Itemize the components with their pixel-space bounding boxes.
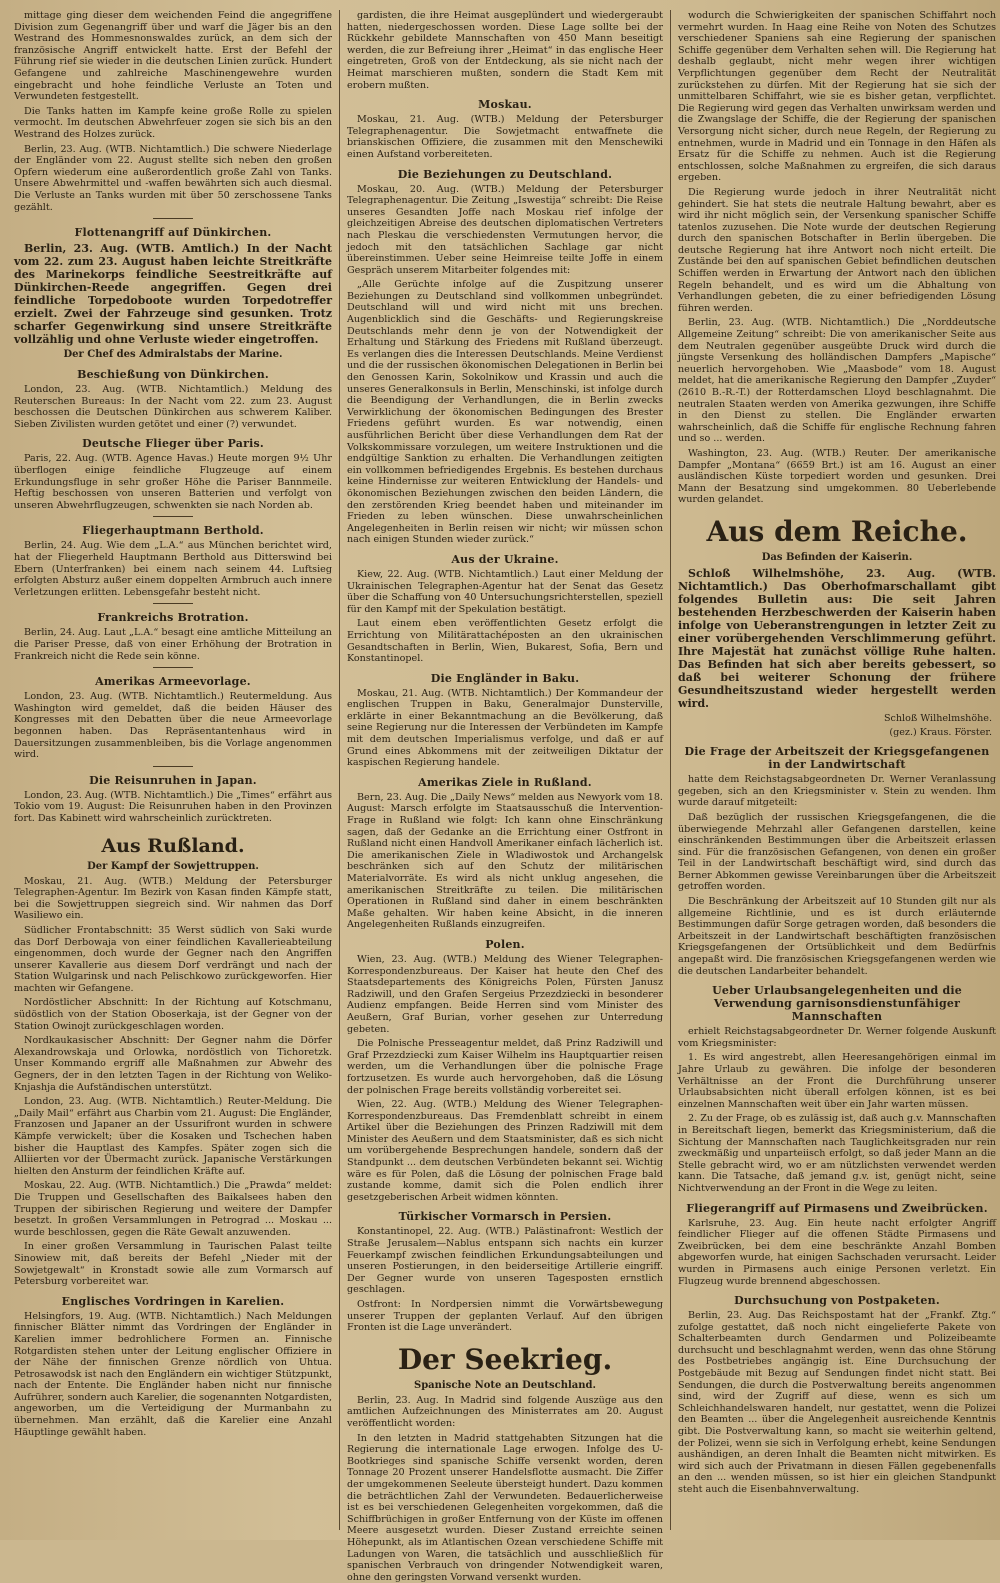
headline: Beschießung von Dünkirchen. (77, 368, 269, 382)
article-paragraph: Bern, 23. Aug. Die „Daily News“ melden aus Newyork vom 18. August: Marsch erfolgte im Staatsausschuß die Intervention-Frage in Rußland wie folgt: Ich kann ohne Einschränkung sagen, daß der Gedanke an die Errichtung einer Ostfront in Rußland nicht einen Handvoll Amerikaner einfach lächerlich ist. Die amerikanischen Ziele in Wladiwostok und Archangelsk beschränken sich auf den Schutz der militärischen Materialvorräte. Es wird als nicht unklug angesehen, die amerikanischen Streitkräfte zu teilen. Die militärischen Operationen in Rußland sind daher in einem beschränkten Maße gehalten. Wir haben keine Absicht, in die inneren Angelegenheiten Rußlands einzugreifen. (347, 791, 663, 931)
article-paragraph: Moskau, 21. Aug. (WTB. Nichtamtlich.) Der Kommandeur der englischen Truppen in Baku, Generalmajor Dunsterville, erklärte in einer Bekanntmachung an die Bevölkerung, daß seine Regierung nur die Interessen der Verbündeten im Kampfe mit dem deutschen Imperialismus verfolge, und daß er auf Grund eines Abkommens mit der zeitweiligen Diktatur der kaspischen Regierung handele. (347, 687, 663, 769)
article-paragraph: Berlin, 23. Aug. (WTB. Nichtamtlich.) Die „Norddeutsche Allgemeine Zeitung“ schreibt: Die von amerikanischer Seite aus dem Neutralen gegenüber ausgeübte Druck wird durch die jüngste Versenkung des holländischen Dampfers „Mapische“ neuerlich hervorgehoben. Wie „Maasbode“ vom 18. August meldet, hat die amerikanische Regierung den Dampfer „Zuyder“ (2610 B.-R.-T.) der Rotterdamschen Lloyd beschlagnahmt. Die neutralen Staaten werden von Amerika gezwungen, ihre Schiffe in den Dienst zu stellen. Die Engländer erwarten wahrscheinlich, daß die Schiffe für englische Rechnung fahren und so ... werden. (678, 317, 996, 445)
article-paragraph: Washington, 23. Aug. (WTB.) Reuter. Der amerikanische Dampfer „Montana“ (6659 Brt.) ist am 16. August an einer ausländischen Küste torpediert worden und gesunken. Drei Mann der Besatzung sind umgekommen. 80 Ueberlebende wurden gelandet. (678, 447, 996, 506)
divider (153, 667, 193, 668)
article-paragraph: 1. Es wird angestrebt, allen Heeresangehörigen einmal im Jahre Urlaub zu gewähren. Die infolge der besonderen Verhältnisse an der Front die Durchführung unserer Urlaubsabsichten nicht überall erfolgen können, ist es bei einzelnen Mannschaften weit über ein Jahr warten müssen. (678, 1052, 996, 1110)
article-paragraph: Karlsruhe, 23. Aug. Ein heute nacht erfolgter Angriff feindlicher Flieger auf die offenen Städte Pirmasens und Zweibrücken, bei dem eine beschränkte Anzahl Bomben abgeworfen wurde, hat einigen Sachschaden verursacht. Leider wurden in Pirmasens auch einige Personen verletzt. Ein Flugzeug wurde brennend abgeschossen. (678, 1217, 996, 1287)
divider (153, 603, 193, 604)
article-paragraph: Berlin, 23. Aug. Das Reichspostamt hat der „Frankf. Ztg.“ zufolge gestattet, daß noch nicht eingelieferte Pakete von Schalterbeamten durch Gendarmen und Polizeibeamte durchsucht und beschlagnahmt werden, wenn das ohne Störung des Postbetriebes angängig ist. Eine Durchsuchung der Postgebäude mit Bezug auf Sendungen findet nicht statt. Bei Sendungen, die durch die Postverwaltung bereits angenommen sind, wird der Zugriff auf diese, wenn es sich um Schleichhandelswaren handelt, nur gestattet, wenn die Polizei den Beamten ... über die Angelegenheit ausreichende Kenntnis gibt. Die Postverwaltung kann, so macht sie weiterhin geltend, der Polizei, wenn sie sich in Verfolgung erhebt, keine Sendungen aushändigen, an deren Inhalt die Beamten nicht mitwirken. Es wird sich auch der Privatmann in diesen Fällen gegebenenfalls an den ... wenden müssen, so ist hier ein gleichen Standpunkt steht auch die Eisenbahnverwaltung. (678, 1310, 996, 1495)
article-paragraph: Moskau, 21. Aug. (WTB.) Meldung der Petersburger Telegraphenagentur. Die Sowjetmacht entwaffnete die brianskischen Offiziere, die zusammen mit den Menschewiki einen Aufstand vorbereiteten. (347, 114, 663, 160)
headline: Amerikas Armeevorlage. (95, 675, 251, 689)
divider (153, 516, 193, 517)
article-paragraph: Moskau, 22. Aug. (WTB. Nichtamtlich.) Die „Prawda“ meldet: Die Truppen und Gesellschaften des Baikalsees haben den Truppen der sibirischen Regierung und weitere der Dampfer besetzt. In großen Versammlungen in Petrograd ... Moskau ... wurde beschlossen, gegen die Räte Gewalt anzuwenden. (14, 1180, 332, 1238)
article-paragraph: Die Polnische Presseagentur meldet, daß Prinz Radziwill und Graf Przezdziecki zum Kaiser Wilhelm ins Hauptquartier reisen werden, um die Verhandlungen über die polnische Frage fortzusetzen. Es wurde auch hervorgehoben, daß die Lösung der polnischen Frage bereits vollständig vorbereitet sei. (347, 1038, 663, 1096)
article-paragraph: London, 23. Aug. (WTB. Nichtamtlich.) Reutermeldung. Aus Washington wird gemeldet, daß die beiden Häuser des Kongresses mit den Debatten über die neue Armeevorlage begonnen haben. Das Repräsentantenhaus wird in Dauersitzungen zusammenbleiben, bis die Vorlage angenommen wird. (14, 691, 332, 761)
column-rule (339, 10, 340, 1530)
article-paragraph: London, 23. Aug. (WTB. Nichtamtlich.) Meldung des Reuterschen Bureaus: In der Nacht vom 22. zum 23. August beschossen die Deutschen Dünkirchen aus schwerem Kaliber. Sieben Zivilisten wurden getötet und einer (?) verwundet. (14, 384, 332, 430)
article-paragraph: Die Beschränkung der Arbeitszeit auf 10 Stunden gilt nur als allgemeine Richtlinie, und es ist durch erläuternde Bestimmungen dafür Sorge getragen worden, daß besonders die Arbeitszeit in der Landwirtschaft beschäftigten französischen Kriegsgefangenen der Ortsüblichkeit und dem Bedürfnis angepaßt wird. Die französischen Kriegsgefangenen werden wie die deutschen Landarbeiter behandelt. (678, 896, 996, 977)
article-paragraph: Laut einem eben veröffentlichten Gesetz erfolgt die Errichtung von Militärattachéposten an den ukrainischen Gesandtschaften in Berlin, Wien, Bukarest, Sofia, Bern und Konstantinopel. (347, 618, 663, 665)
column-3 (678, 10, 996, 1530)
divider (153, 218, 193, 219)
column-1 (14, 10, 332, 1530)
signature: (gez.) Kraus. Förster. (889, 726, 992, 738)
article-paragraph: Nordkaukasischer Abschnitt: Der Gegner nahm die Dörfer Alexandrowskaja und Orlowka, nordöstlich von Tichoretzk. Unser Kommando ergriff alle Maßnahmen zur Abwehr des Gegners, der in den letzten Tagen in der Richtung von Weliko-Knjashja die Aufständischen unterstützt. (14, 1035, 332, 1093)
article-paragraph: Daß bezüglich der russischen Kriegsgefangenen, die die überwiegende Mehrzahl aller Gefangenen darstellen, keine einschränkenden Bestimmungen über die Arbeitszeit erlassen sind. Für die französischen Gefangenen, von denen ein großer Teil in der Landwirtschaft beschäftigt wird, sind durch das Berner Abkommen gewisse Vereinbarungen über die Arbeitszeit getroffen worden. (678, 811, 996, 893)
article-paragraph: Nordöstlicher Abschnitt: In der Richtung auf Kotschmanu, südöstlich von der Station Oboserkaja, ist der Gegner von der Station Owinojt zurückgeschlagen worden. (14, 997, 332, 1032)
headline: Englisches Vordringen in Karelien. (61, 1294, 285, 1308)
article-paragraph: Wien, 22. Aug. (WTB.) Meldung des Wiener Telegraphen-Korrespondenzbureaus. Das Fremdenblatt schreibt in einem Artikel über die Beziehungen des Prinzen Radziwill mit dem Minister des Aeußern und dem Staatsminister, daß es sich nicht um vorübergehende Besprechungen handele, sondern daß der Standpunkt ... dem deutschen Verbündeten bekannt sei. Wichtig wäre es für Polen, daß die Lösung der polnischen Frage bald zustande komme, damit sich die Polen endlich ihrer gesetzgeberischen Arbeit widmen könnten. (347, 1099, 663, 1203)
article-paragraph: Berlin, 23. Aug. In Madrid sind folgende Auszüge aus den amtlichen Aufzeichnungen des Ministerrates am 20. August veröffentlicht worden: (347, 1394, 663, 1429)
headline: Aus der Ukraine. (451, 552, 559, 566)
article-paragraph: 2. Zu der Frage, ob es zulässig ist, daß auch g.v. Mannschaften in Bereitschaft liegen, bemerkt das Kriegsministerium, daß die Sichtung der Mannschaften nach Tauglichkeitsgraden nur rein zweckmäßig und unparteiisch erfolgt, so daß jeder Mann an die Stelle gebracht wird, wo er am nützlichsten verwendet werden kann. Die Tatsache, daß jemand g.v. ist, genügt nicht, seine Nichtverwendung an der Front in die Wege zu leiten. (678, 1113, 996, 1194)
subheadline: Der Kampf der Sowjettruppen. (87, 860, 259, 872)
article-paragraph: Berlin, 23. Aug. (WTB. Amtlich.) In der Nacht vom 22. zum 23. August haben leichte Streitkräfte des Marinekorps feindliche Seestreitkräfte auf Dünkirchen-Reede angegriffen. Gegen drei feindliche Torpedoboote wurden Torpedotreffer erzielt. Zwei der Fahrzeuge sind gesunken. Trotz scharfer Gegenwirkung sind unsere Streitkräfte vollzählig und ohne Verluste wieder eingetroffen. (14, 242, 332, 347)
headline: Polen. (485, 937, 525, 951)
article-paragraph: Helsingfors, 19. Aug. (WTB. Nichtamtlich.) Nach Meldungen finnischer Blätter nimmt das Vordringen der Engländer in Karelien immer bedrohlichere Formen an. Finnische Rotgardisten stehen unter der Leitung englischer Offiziere in der Nähe der finnischen Grenze nördlich von Uhtua. Petrosawodsk ist nach den Engländern ein wichtiger Stützpunkt, nach der Entente. Die Engländer haben nicht nur finnische Aufrührer, sondern auch Karelier, die sogenannten Notgardisten, angeworben, um die Verteidigung der Murmanbahn zu übernehmen. Man erzählt, daß die Karelier eine Anzahl Häuptlinge gewählt haben. (14, 1310, 332, 1438)
headline: Amerikas Ziele in Rußland. (418, 775, 592, 789)
headline: Türkischer Vormarsch in Persien. (398, 1210, 612, 1224)
headline: Die Beziehungen zu Deutschland. (397, 167, 613, 181)
article-paragraph: Berlin, 23. Aug. (WTB. Nichtamtlich.) Die schwere Niederlage der Engländer vom 22. August stellte sich neben den großen Opfern wiederum eine außerordentlich große Zahl von Tanks. Unsere Abwehrmittel und -waffen bewährten sich auch diesmal. Die Verluste an Tanks wurden mit über 50 zerschossene Tanks gezählt. (14, 143, 332, 213)
headline: Die Frage der Arbeitszeit der Kriegsgefangenen in der Landwirtschaft (684, 745, 990, 772)
article-paragraph: Schloß Wilhelmshöhe, 23. Aug. (WTB. Nichtamtlich.) Das Oberhofmarschallamt gibt folgendes Bulletin aus: Die seit Jahren bestehenden Herzbeschwerden der Kaiserin haben infolge von Ueberanstrengungen in letzter Zeit zu einer vorübergehenden Verschlimmerung geführt. Ihre Majestät hat zunächst völlige Ruhe halten. Das Befinden hat sich aber bereits gebessert, so daß bei weiterer Schonung der frühere Gesundheitszustand wieder hergestellt werden wird. (678, 566, 996, 710)
article-paragraph: Moskau, 21. Aug. (WTB.) Meldung der Petersburger Telegraphen-Agentur. Im Bezirk von Kasan finden Kämpfe statt, bei die Sowjettruppen siegreich sind. Wir nahmen das Dorf Wasiliewo ein. (14, 875, 332, 922)
headline: Frankreichs Brotration. (97, 611, 249, 625)
section-heading: Aus Rußland. (101, 834, 245, 857)
article-paragraph: Ostfront: In Nordpersien nimmt die Vorwärtsbewegung unserer Truppen der geplanten Verlauf. Auf den übrigen Fronten ist die Lage unverändert. (347, 1299, 663, 1334)
article-paragraph: Paris, 22. Aug. (WTB. Agence Havas.) Heute morgen 9½ Uhr überflogen einige feindliche Flugzeuge auf einem Erkundungsfluge in sehr großer Höhe die Pariser Bannmeile. Heftig beschossen von unseren Batterien und verfolgt von unseren Abwehrflugzeugen, schwenkten sie nach Norden ab. (14, 453, 332, 511)
article-paragraph: erhielt Reichstagsabgeordneter Dr. Werner folgende Auskunft vom Kriegsminister: (678, 1026, 996, 1049)
headline: Die Engländer in Baku. (430, 671, 580, 685)
article-paragraph: mittage ging dieser dem weichenden Feind die angegriffene Division zum Gegenangriff über und warf die Jäger bis an den Westrand des Hommesnonswaldes zurück, an dem sich der französische Angriff entwickelt hatte. Erst der Befehl der Führung rief sie wieder in die deutschen Linien zurück. Hundert Gefangene und zahlreiche Maschinengewehre wurden eingebracht und hohe feindliche Verluste an Toten und Verwundeten festgestellt. (14, 10, 332, 103)
signature-place: Schloß Wilhelmshöhe. (883, 712, 992, 724)
section-heading: Der Seekrieg. (397, 1342, 613, 1376)
section-heading: Aus dem Reiche. (706, 514, 968, 548)
article-paragraph: Kiew, 22. Aug. (WTB. Nichtamtlich.) Laut einer Meldung der Ukrainischen Telegraphen-Agentur hat der Senat das Gesetz über die Schaffung von 40 Untersuchungsrichterstellen, speziell für den Kampf mit der Spekulation bestätigt. (347, 568, 663, 615)
headline: Fliegerhauptmann Berthold. (82, 524, 264, 538)
article-paragraph: In den letzten in Madrid stattgehabten Sitzungen hat die Regierung die internationale Lage erwogen. Infolge des U-Bootkrieges sind spanische Schiffe versenkt worden, deren Tonnage 20 Prozent unserer Handelsflotte ausmacht. Die Ziffer der umgekommenen Seeleute übersteigt hundert. Dazu kommen die beträchtlichen Zahl der Verwundeten. Bedauerlicherweise ist es bei verschiedenen Gelegenheiten vorgekommen, daß die Schiffbrüchigen in großer Entfernung von der Küste im offenen Meere ausgesetzt wurden. Dieser Zustand erreichte seinen Höhepunkt, als im Atlantischen Ozean verschiedene Schiffe mit Ladungen von Waren, die tatsächlich und ausschließlich für spanischen Verbrauch von dringender Notwendigkeit waren, ohne den geringsten Vorwand versenkt wurden. (347, 1432, 663, 1583)
article-paragraph: Die Tanks hatten im Kampfe keine große Rolle zu spielen vermocht. Im deutschen Abwehrfeuer zogen sie sich bis an den Westrand des Holzes zurück. (14, 105, 332, 140)
headline: Moskau. (478, 98, 532, 112)
column-2 (347, 10, 663, 1583)
article-paragraph: gardisten, die ihre Heimat ausgeplündert und wiedergeraubt hatten, niedergeschossen worden. Diese Lage sollte bei der Rückkehr gebildete Mannschaften von 450 Mann beseitigt werden, die zur Befreiung ihrer „Heimat“ in das englische Heer eingetreten, Groß von der Entdeckung, als sie nicht nach der Heimat marschieren mußten, sondern die Stadt Kem mit erobern mußten. (347, 10, 663, 91)
divider (153, 766, 193, 767)
article-paragraph: Die Regierung wurde jedoch in ihrer Neutralität nicht gehindert. Sie hat stets die neutrale Haltung bewahrt, aber es wird ihr nicht möglich sein, der Versenkung spanischer Schiffe tatenlos zuzusehen. Die Note wurde der deutschen Regierung durch den spanischen Botschafter in Berlin übergeben. Die deutsche Regierung hat ihre Antwort noch nicht erteilt. Die Zustände bei den auf spanischen Gebiet befindlichen deutschen Schiffen werden in Erwartung der Antwort nach den üblichen Regeln behandelt, und es wird um die Abhaltung von Verhandlungen gebeten, die zu einer befriedigenden Lösung führen werden. (678, 186, 996, 314)
article-paragraph: „Alle Gerüchte infolge auf die Zuspitzung unserer Beziehungen zu Deutschland sind vollkommen unbegründet. Deutschland will und wird nicht mit uns brechen. Augenblicklich sind die Geschäfts- und Regierungskreise Deutschlands mehr denn je von der Notwendigkeit der Erhaltung und Stärkung des Friedens mit Rußland überzeugt. Es verlangen dies die Interessen Deutschlands. Meine Verdienst und die der russischen ökonomischen Delegationen in Berlin bei den Genossen Karin, Sokolnikow und Krassin und auch die unseres Generalkonsuls in Berlin, Menschinski, ist infolge durch die Beendigung der Verhandlungen, die in Berlin zwecks Verwirklichung der ökonomischen Bedingungen des Brester Friedens geführt wurden. Es war notwendig, einen ausführlichen Bericht über diese Verhandlungen dem Rat der Volkskommissare vorzulegen, um weitere Instruktionen und die endgültige Sanktion zu erhalten. Die Verhandlungen zeitigten ein vollkommen befriedigendes Ergebnis. Es bestehen durchaus keine Hindernisse zur weiteren Entwicklung der Handels- und ökonomischen Beziehungen zwischen den beiden Ländern, die den zerstörenden Krieg beendet haben und miteinander im Frieden zu leben wünschen. Diese unwahrscheinlichen Angelegenheiten in Berlin reisen wir nicht; wir müssen schon nach einigen Stunden wieder zurück.“ (347, 279, 663, 546)
article-paragraph: Berlin, 24. Aug. Laut „L.A.“ besagt eine amtliche Mitteilung an die Pariser Presse, daß von einer Erhöhung der Brotration in Frankreich nicht die Rede sein könne. (14, 627, 332, 662)
headline: Deutsche Flieger über Paris. (82, 437, 264, 451)
headline: Die Reisunruhen in Japan. (89, 773, 257, 787)
article-paragraph: In einer großen Versammlung in Taurischen Palast teilte Sinowiew mit, daß bereits der Befehl „Nieder mit der Sowjetgewalt“ in Kronstadt sowie alle zum Vormarsch auf Petersburg vorbereitet war. (14, 1241, 332, 1288)
headline: Flottenangriff auf Dünkirchen. (74, 226, 272, 240)
article-paragraph: Wien, 23. Aug. (WTB.) Meldung des Wiener Telegraphen-Korrespondenzbureaus. Der Kaiser hat heute den Chef des Staatsdepartements des Königreichs Polen, Fürsten Janusz Radziwill, und den Grafen Sergeius Przezdziecki in besonderer Audienz empfangen. Beide Herren sind vom Minister des Aeußern, Graf Burian, vorher gesehen zur Unterredung gebeten. (347, 953, 663, 1035)
article-paragraph: Südlicher Frontabschnitt: 35 Werst südlich von Saki wurde das Dorf Derbowaja von einer feindlichen Kavallerieabteilung eingenommen, doch wurde der Gegner nach den Angriffen unserer Kavallerie aus diesem Dorf verdrängt und nach der Station Wulgarinsk und nach Pelischkowo zurückgeworfen. Hier machten wir Gefangene. (14, 924, 332, 994)
subheadline: Spanische Note an Deutschland. (413, 1379, 597, 1391)
article-paragraph: London, 23. Aug. (WTB. Nichtamtlich.) Die „Times“ erfährt aus Tokio vom 19. August: Die Reisunruhen haben in den Provinzen fort. Das Kabinett wird wahrscheinlich zurücktreten. (14, 789, 332, 824)
column-rule (670, 10, 671, 1530)
headline: Fliegerangriff auf Pirmasens und Zweibrücken. (686, 1201, 988, 1215)
headline: Durchsuchung von Postpaketen. (734, 1294, 940, 1308)
article-paragraph: London, 23. Aug. (WTB. Nichtamtlich.) Reuter-Meldung. Die „Daily Mail“ erfährt aus Charbin vom 21. August: Die Engländer, Franzosen und Japaner an der Ussurifront wurden in schwere Kämpfe verwickelt; über die Kosaken und Tschechen haben bisher die Hauptlast des Kampfes. Später zogen sich die Alliierten vor der Übermacht zurück. Japanische Verstärkungen hielten den Ansturm der feindlichen Kräfte auf. (14, 1096, 332, 1177)
article-paragraph: Moskau, 20. Aug. (WTB.) Meldung der Petersburger Telegraphenagentur. Die Zeitung „Iswestija“ schreibt: Die Reise unseres Gesandten Joffe nach Moskau rief infolge der gleichzeitigen Abreise des deutschen diplomatischen Vertreters nach Pleskau die verschiedensten Vermutungen hervor, die jedoch mit den tatsächlichen Sachlage gar nicht übereinstimmen. Ueber seine Heimreise teilte Joffe in einem Gespräch unserem Mitarbeiter folgendes mit: (347, 183, 663, 276)
subheadline: Das Befinden der Kaiserin. (761, 551, 913, 563)
headline: Ueber Urlaubsangelegenheiten und die Verwendung garnisonsdienstunfähiger Mannschaften (712, 984, 962, 1024)
article-paragraph: Konstantinopel, 22. Aug. (WTB.) Palästinafront: Westlich der Straße Jerusalem—Nablus entspann sich nachts ein kurzer Feuerkampf zwischen feindlichen Erkundungsabteilungen und unseren Postierungen, in den beiderseitige Artillerie eingriff. Der Gegner wurde von unseren Tagesposten ernstlich geschlagen. (347, 1226, 663, 1296)
article-paragraph: wodurch die Schwierigkeiten der spanischen Schiffahrt noch vermehrt wurden. In Haag eine Reihe von Noten des Schutzes verschiedener Spaniens sah eine Regierung der spanischen Schiffe gegenüber dem Verhalten sehen will. Die Regierung hat deshalb geglaubt, nicht mehr wegen ihrer wichtigen Verpflichtungen gegenüber dem Recht der Neutralität zurückstehen zu dürfen. Mit der Regierung hat sie sich der unmittelbaren Schiffahrt, wie sie es bisher getan, verpflichtet. Die Regierung wird gegen das Verhalten unwirksam werden und die Zwangslage der Schiffe, die der Regierung der spanischen Versorgung nicht sicher, durch neue Regeln, der Regierung zu entnehmen, wurde in Madrid und ein Tonnage in den Häfen als Ersatz für die Schiffe zu nehmen. Auch ist die Regierung entschlossen, solche Maßnahmen zu ergreifen, die sich daraus ergeben. (678, 10, 996, 184)
article-paragraph: Berlin, 24. Aug. Wie dem „L.A.“ aus München berichtet wird, hat der Fliegerheld Hauptmann Berthold aus Ditterswind bei Ebern (Unterfranken) bei einem nach seinem 44. Luftsieg erfolgten Absturz außer einem doppelten Armbruch auch innere Verletzungen erlitten. Lebensgefahr besteht nicht. (14, 540, 332, 598)
article-paragraph: hatte dem Reichstagsabgeordneten Dr. Werner Veranlassung gegeben, sich an den Kriegsminister v. Stein zu wenden. Ihm wurde darauf mitgeteilt: (678, 774, 996, 809)
signature: Der Chef des Admiralstabs der Marine. (63, 349, 283, 361)
